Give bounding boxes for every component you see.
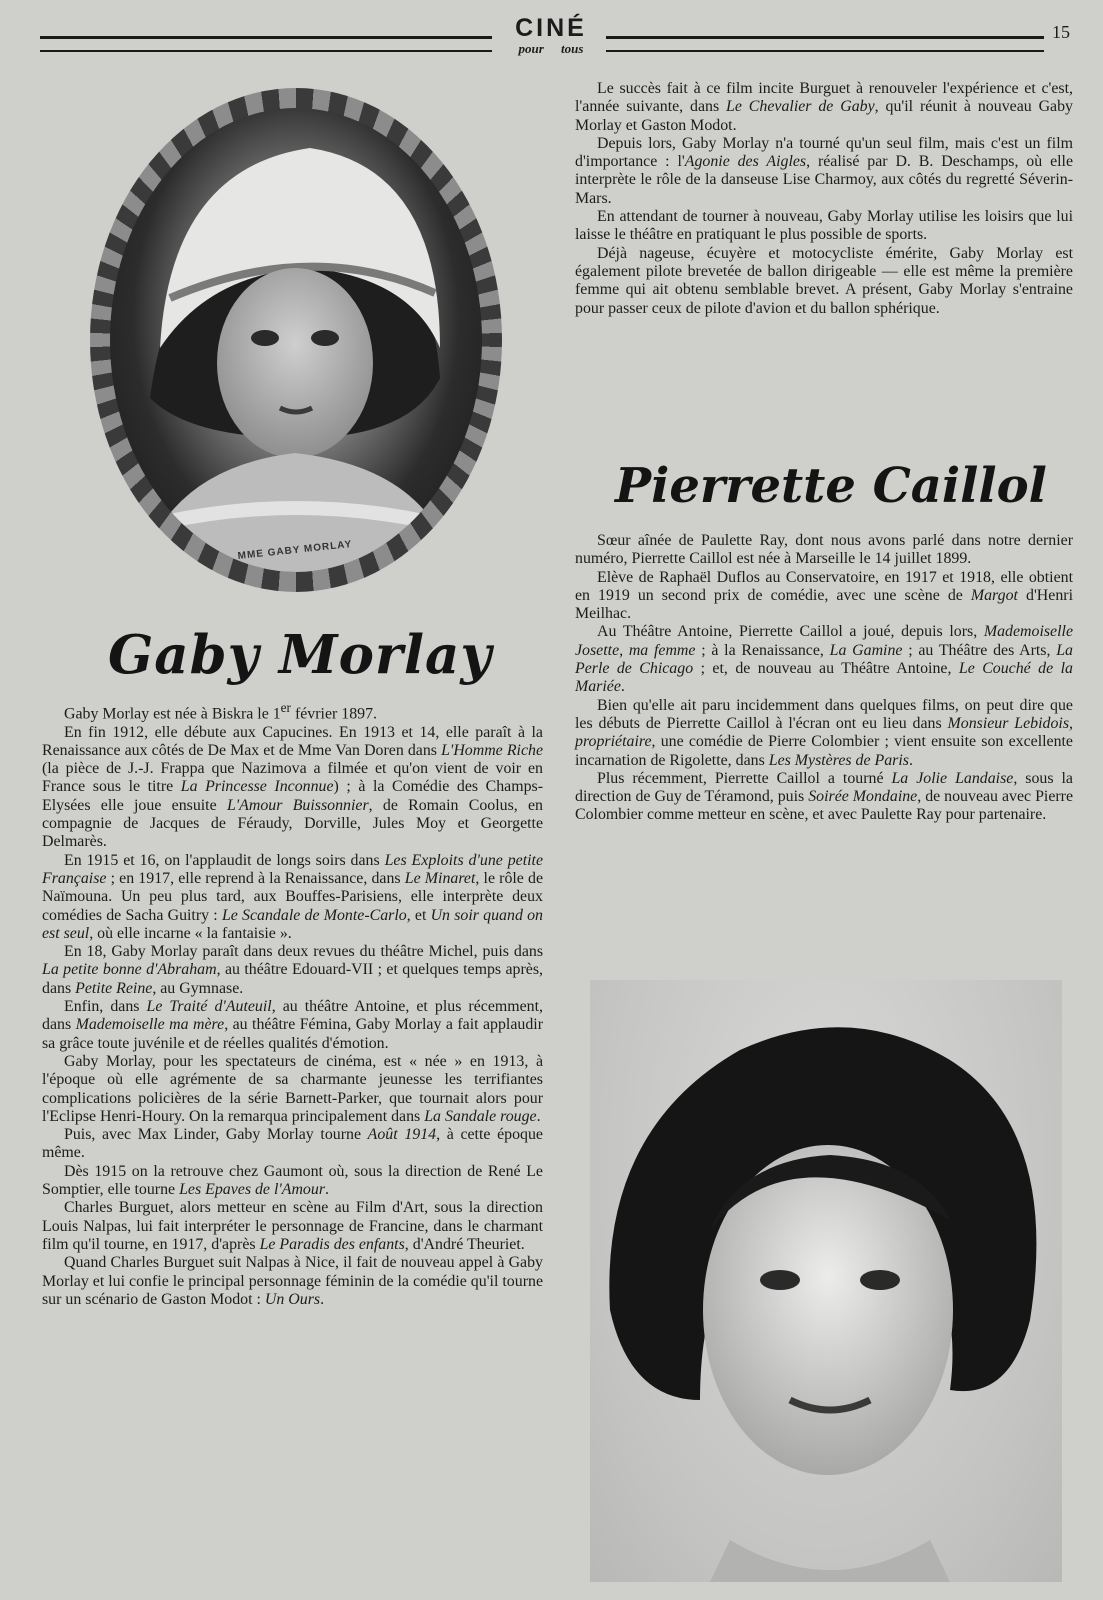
text-run: ; en 1917, elle reprend à la Renaissance, dans — [106, 869, 405, 887]
paragraph — [575, 569, 1073, 624]
text-run: Bien qu'elle ait paru incidemment dans quelques films, on peut dire que les débuts de Pierrette Caillol à l'écran ont eu lieu dans — [575, 696, 1073, 732]
paragraph — [575, 532, 1073, 569]
text-run: Quand Charles Burguet suit Nalpas à Nice, il fait de nouveau appel à Gaby Morlay et lui confie le principal personnage féminin de la comédie qu'il tourne sur un scénario de Gaston Modot : — [42, 1254, 543, 1308]
text-run: Les Epaves de l'Amour — [179, 1181, 326, 1199]
page-header — [40, 14, 1060, 62]
text-run: Le succès fait à ce film incite Burguet à renouveler l'expérience et c'est, l'année suivante, dans — [575, 80, 1073, 116]
text-run: Puis, avec Max Linder, Gaby Morlay tourne — [64, 1126, 368, 1144]
text-run: Les Exploits d'une petite Française — [42, 851, 544, 887]
masthead-title: CINÉ — [515, 14, 587, 42]
text-run: , au théâtre Fémina, Gaby Morlay a fait applaudir sa grâce toute juvénile et de réelles qualités d'émotion. — [42, 1016, 543, 1052]
text-run: d'Henri Meilhac. — [575, 586, 1073, 623]
header-rule-left-lower — [40, 50, 492, 52]
text-run: La Sandale rouge — [424, 1107, 537, 1125]
text-run: , au théâtre Antoine, et plus récemment, dans — [42, 998, 543, 1034]
text-run: , à cette époque même. — [42, 1126, 543, 1162]
text-run: Petite Reine — [75, 979, 153, 997]
text-run: , réalisé par D. B. Deschamps, où elle interprète le rôle de la danseuse Lise Charmoy, aux côtés du regretté Séverin-Mars. — [575, 153, 1074, 207]
text-run: Le Chevalier de Gaby — [726, 98, 875, 116]
text-run: , sous la direction de Guy de Téramond, puis — [575, 769, 1073, 806]
text-run: , et — [406, 906, 431, 924]
header-rule-right — [606, 36, 1044, 39]
paragraph — [575, 623, 1073, 696]
text-run: Enfin, dans — [64, 998, 147, 1016]
text-run: Gaby Morlay est née à Biskra le 1 — [64, 705, 281, 723]
text-run: La petite bonne d'Abraham — [42, 961, 217, 979]
paragraph — [42, 699, 543, 724]
text-run: er — [280, 700, 291, 715]
paragraph — [42, 1163, 543, 1200]
text-run: , où elle incarne « la fantaisie ». — [89, 924, 292, 942]
text-run: , au Gymnase. — [152, 979, 244, 997]
text-run: Sœur aînée de Paulette Ray, dont nous avons parlé dans notre dernier numéro, Pierrette Caillol est née à Marseille le 14 juillet 1899. — [575, 532, 1073, 568]
text-run: Plus récemment, Pierrette Caillol a tourné — [597, 769, 892, 787]
paragraph — [42, 852, 543, 943]
portrait-illustration-2 — [590, 980, 1062, 1582]
text-run: La Jolie Landaise — [891, 769, 1014, 787]
text-run: . — [325, 1181, 329, 1199]
text-run: , d'André Theuriet. — [404, 1235, 525, 1253]
text-run: Le Minaret — [404, 869, 476, 887]
article-title-pierrette-caillol: Pierrette Caillol — [615, 458, 1047, 514]
text-run: (la pièce de J.-J. Frappa que Nazimova a filmée et qu'on vient de voir en France sous le titre — [42, 760, 543, 796]
text-run: Soirée Mondaine — [808, 788, 918, 806]
article-gaby-morlay-continued — [575, 80, 1073, 318]
portrait-pierrette-caillol — [590, 980, 1062, 1582]
text-run: Le Couché de la Mariée — [575, 660, 1073, 696]
text-run: , de Romain Coolus, en compagnie de Jacques de Féraudy, Dorville, Jules Moy et Georgette Delmarès. — [42, 796, 543, 851]
text-run: La Princesse Inconnue — [180, 778, 334, 796]
text-run: En 1915 et 16, on l'applaudit de longs soirs dans — [64, 851, 385, 869]
text-run: La Gamine — [829, 641, 903, 659]
text-run: Un soir quand on est seul — [42, 906, 543, 942]
text-run: Un Ours — [264, 1290, 321, 1308]
text-run: Elève de Raphaël Duflos au Conservatoire, en 1917 et 1918, elle obtient en 1919 un second prix de comédie, avec une scène de — [575, 568, 1073, 604]
paragraph — [42, 998, 543, 1053]
paragraph — [42, 724, 543, 852]
masthead-subtitle: pour tous — [518, 41, 584, 56]
text-run: L'Homme Riche — [441, 741, 543, 759]
article-pierrette-caillol-body — [575, 532, 1073, 825]
portrait-gaby-morlay — [110, 108, 482, 572]
text-run: , au théâtre Edouard-VII ; et quelques temps après, dans — [42, 961, 543, 997]
text-run: Les Mystères de Paris — [768, 751, 909, 769]
article-title-gaby-morlay: Gaby Morlay — [108, 624, 493, 686]
text-run: Déjà nageuse, écuyère et motocycliste émérite, Gaby Morlay est également pilote brevetée de ballon dirigeable — elle est même la première femme qui ait obtenu semblable brevet. A présent, Gaby Morlay s'entraine pour passer ceux de pilote d'avion et du ballon sphérique. — [575, 244, 1073, 317]
paragraph — [42, 943, 543, 998]
text-run: Depuis lors, Gaby Morlay n'a tourné qu'un seul film, mais c'est un film d'importance : l' — [575, 134, 1073, 171]
text-run: Monsieur Lebidois, propriétaire — [575, 714, 1073, 751]
text-run: En 18, Gaby Morlay paraît dans deux revues du théâtre Michel, puis dans — [64, 943, 543, 961]
header-rule-right-lower — [606, 50, 1044, 52]
text-run: Charles Burguet, alors metteur en scène au Film d'Art, sous la direction Louis Nalpas, lui fait interpréter le personnage de Francine, dans le charmant film qu'il tourne, en 1917, d'après — [42, 1199, 543, 1253]
text-run: En fin 1912, elle débute aux Capucines. En 1913 et 14, elle paraît à la Renaissance aux côtés de De Max et de Mme Van Doren dans — [42, 723, 543, 759]
text-run: , de nouveau avec Pierre Colombier comme metteur en scène, et avec Paulette Ray pour partenaire. — [575, 788, 1074, 824]
paragraph — [575, 697, 1073, 770]
text-run: ; et, de nouveau au Théâtre Antoine, — [693, 660, 959, 678]
header-rule-left — [40, 36, 492, 39]
text-run: Agonie des Aigles — [684, 153, 807, 171]
text-run: Août 1914 — [367, 1126, 437, 1144]
portrait-caption: MME GABY MORLAY — [237, 539, 353, 562]
page-number: 15 — [1052, 22, 1070, 42]
text-run: Mademoiselle ma mère — [75, 1016, 225, 1034]
text-run: Le Paradis des enfants — [259, 1235, 405, 1253]
text-run: Dès 1915 on la retrouve chez Gaumont où, sous la direction de René Le Somptier, elle tourne — [42, 1162, 543, 1199]
text-run: Au Théâtre Antoine, Pierrette Caillol a joué, depuis lors, — [597, 623, 984, 641]
text-run: Le Scandale de Monte-Carlo — [221, 906, 407, 924]
text-run: , qu'il réunit à nouveau Gaby Morlay et Gaston Modot. — [575, 98, 1073, 134]
text-run: En attendant de tourner à nouveau, Gaby Morlay utilise les loisirs que lui laisse le théâtre en pratiquant le plus possible de sports. — [575, 208, 1073, 244]
text-run: ) ; à la Comédie des Champs-Elysées elle joue ensuite — [42, 778, 543, 814]
text-run: Le Traité d'Auteuil — [146, 998, 272, 1016]
text-run: . — [320, 1290, 325, 1308]
paragraph — [42, 1254, 543, 1309]
portrait-illustration — [110, 108, 482, 572]
text-run: La Perle de Chicago — [575, 641, 1073, 678]
text-run: Mademoiselle Josette, ma femme — [575, 623, 1073, 659]
paragraph — [42, 1126, 543, 1163]
text-run: , une comédie de Pierre Colombier ; vient ensuite son excellente incarnation de Rigolette, dans — [575, 733, 1073, 769]
text-run: Margot — [970, 586, 1018, 604]
text-run: février 1897. — [290, 705, 378, 723]
masthead — [496, 14, 606, 56]
paragraph — [575, 208, 1073, 245]
paragraph — [42, 1199, 543, 1254]
text-run: ; au Théâtre des Arts, — [902, 641, 1057, 659]
paragraph — [575, 770, 1073, 825]
text-run: , le rôle de Naïmouna. Un peu plus tard, aux Bouffes-Parisiens, elle interprète deux comédies de Sacha Guitry : — [42, 869, 544, 924]
article-gaby-morlay-body — [42, 699, 543, 1309]
text-run: ; à la Renaissance, — [695, 641, 830, 659]
paragraph — [575, 80, 1073, 135]
text-run: L'Amour Buissonnier — [226, 796, 369, 814]
text-run: . — [536, 1107, 541, 1125]
text-run: Gaby Morlay, pour les spectateurs de cinéma, est « née » en 1913, à l'époque où elle agrémente de sa charmante jeunesse les terrifiantes complications policières de la série Barnett-Parker, que tournait alors pour l'Eclipse Henri-Houry. On la remarqua principalement dans — [42, 1052, 543, 1125]
paragraph — [575, 135, 1073, 208]
text-run: . — [620, 678, 625, 696]
text-run: . — [908, 751, 913, 769]
paragraph — [42, 1053, 543, 1126]
paragraph — [575, 245, 1073, 318]
